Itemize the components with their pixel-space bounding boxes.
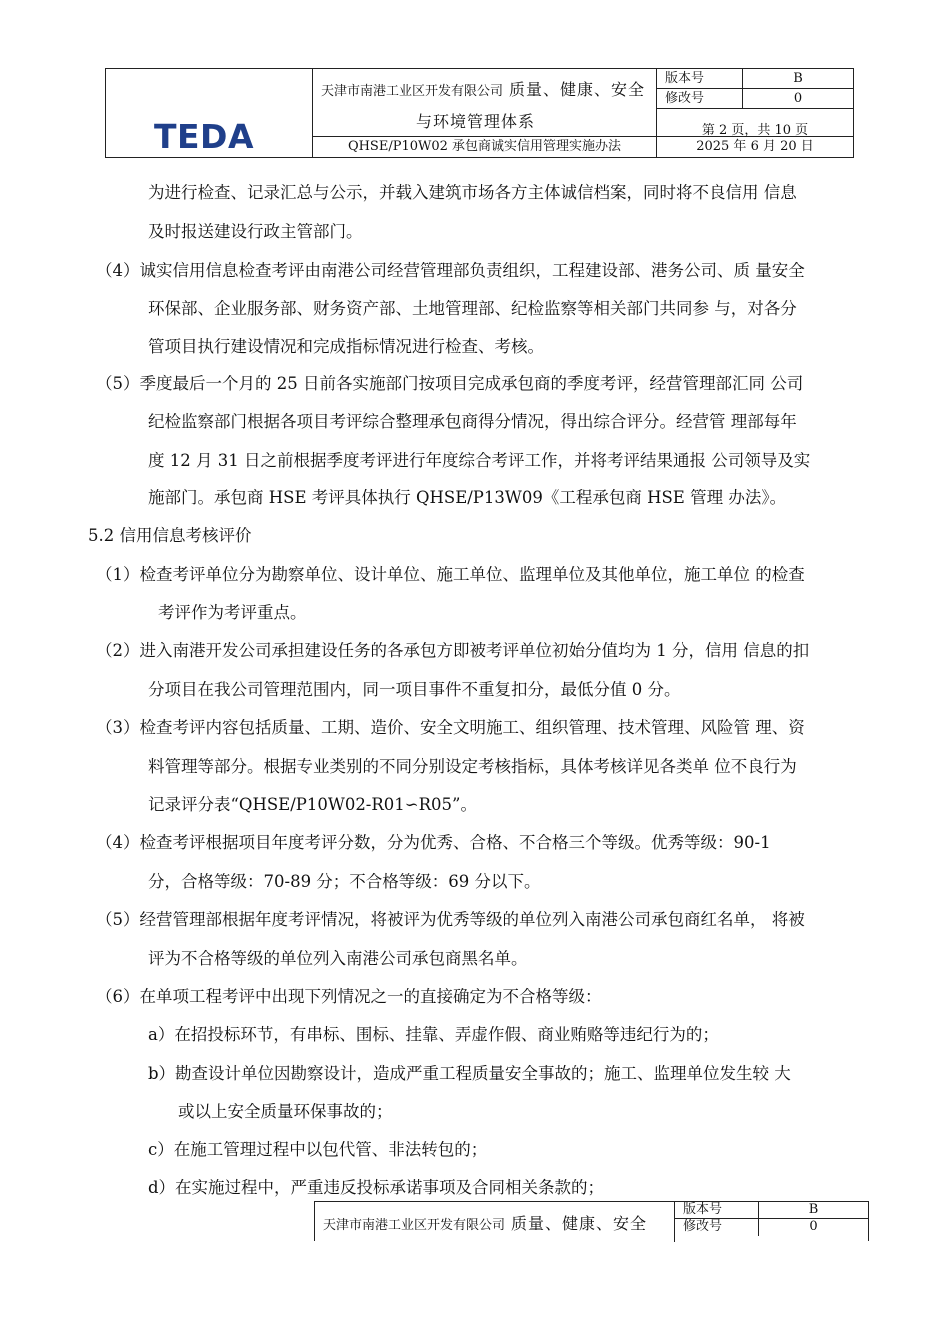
list-item: a）在招投标环节，有串标、围标、挂靠、弄虚作假、商业贿赂等违纪行为的； [148,1025,719,1044]
page-number: 第 2 页，共 10 页 [657,109,853,137]
body-line: 纪检监察部门根据各项目考评综合整理承包商得分情况，得出综合评分。经营管 理部每年 [148,412,797,431]
system-title-cell [313,69,657,137]
body-line: 度 12 月 31 日之前根据季度考评进行年度综合考评工作，并将考评结果通报 公司领导及实 [148,451,811,470]
list-item: d）在实施过程中，严重违反投标承诺事项及合同相关条款的； [148,1178,605,1197]
next-page-header-table [314,1201,869,1241]
body-line: （4）诚实信用信息检查考评由南港公司经营管理部负责组织，工程建设部、港务公司、质 量安全 [96,261,805,280]
body-line: 料管理等部分。根据专业类别的不同分别设定考核指标，具体考核详见各类单 位不良行为 [148,757,797,776]
section-heading: 5.2 信用信息考核评价 [88,526,252,545]
version-value: B [743,69,853,89]
footer-version-value: B [759,1202,868,1219]
body-line: 记录评分表“QHSE/P10W02-R01∽R05”。 [148,795,477,814]
company-name: 天津市南港工业区开发有限公司 [321,84,504,99]
footer-version-label: 版本号 [675,1202,759,1219]
body-line: （2）进入南港开发公司承担建设任务的各承包方即被考评单位初始分值均为 1 分，信用 信息的扣 [96,641,810,660]
body-line: （5）经营管理部根据年度考评情况，将被评为优秀等级的单位列入南港公司承包商红名单， 将被 [96,910,805,929]
logo-cell [106,69,313,157]
body-line: 评为不合格等级的单位列入南港公司承包商黑名单。 [148,949,528,968]
body-line: （4）检查考评根据项目年度考评分数，分为优秀、合格、不合格三个等级。优秀等级：90-1 [96,833,771,852]
footer-company-name: 天津市南港工业区开发有限公司 [323,1218,506,1233]
system-title-line-1: 质量、健康、安全 [509,80,646,99]
revision-value: 0 [743,89,853,109]
footer-revision-value: 0 [809,1219,818,1234]
body-line: 施部门。承包商 HSE 考评具体执行 QHSE/P13W09《工程承包商 HSE 管理 办法》。 [148,488,787,507]
body-line: 环保部、企业服务部、财务资产部、土地管理部、纪检监察等相关部门共同参 与，对各分 [148,299,797,318]
body-line: 管项目执行建设情况和完成指标情况进行检查、考核。 [148,337,544,356]
body-line: 及时报送建设行政主管部门。 [148,222,363,241]
body-line: 分，合格等级：70-89 分；不合格等级：69 分以下。 [148,872,541,891]
system-title-line-2: 与环境管理体系 [416,112,536,131]
body-line: 为进行检查、记录汇总与公示，并载入建筑市场各方主体诚信档案，同时将不良信用 信息 [148,183,797,202]
list-item: c）在施工管理过程中以包代管、非法转包的； [148,1140,488,1159]
list-item: b）勘查设计单位因勘察设计，造成严重工程质量安全事故的；施工、监理单位发生较 大 [148,1064,791,1083]
body-line: 分项目在我公司管理范围内，同一项目事件不重复扣分，最低分值 0 分。 [148,680,681,699]
footer-system-title: 质量、健康、安全 [511,1214,648,1233]
footer-title-cell [315,1202,675,1242]
body-line: 考评作为考评重点。 [158,603,307,622]
issue-date: 2025 年 6 月 20 日 [696,139,814,154]
document-header-table [105,68,854,158]
list-item: 或以上安全质量环保事故的； [178,1102,393,1121]
document-title: QHSE/P10W02 承包商诚实信用管理实施办法 [313,137,657,157]
teda-logo: TEDA [154,117,254,156]
version-label: 版本号 [657,69,743,89]
body-line: （6）在单项工程考评中出现下列情况之一的直接确定为不合格等级： [96,987,602,1006]
revision-label: 修改号 [657,89,743,109]
body-line: （1）检查考评单位分为勘察单位、设计单位、施工单位、监理单位及其他单位，施工单位 的检查 [96,565,805,584]
body-line: （3）检查考评内容包括质量、工期、造价、安全文明施工、组织管理、技术管理、风险管 理、资 [96,718,805,737]
footer-revision-label: 修改号 [675,1219,759,1236]
body-line: （5）季度最后一个月的 25 日前各实施部门按项目完成承包商的季度考评，经营管理部汇同 公司 [96,374,804,393]
